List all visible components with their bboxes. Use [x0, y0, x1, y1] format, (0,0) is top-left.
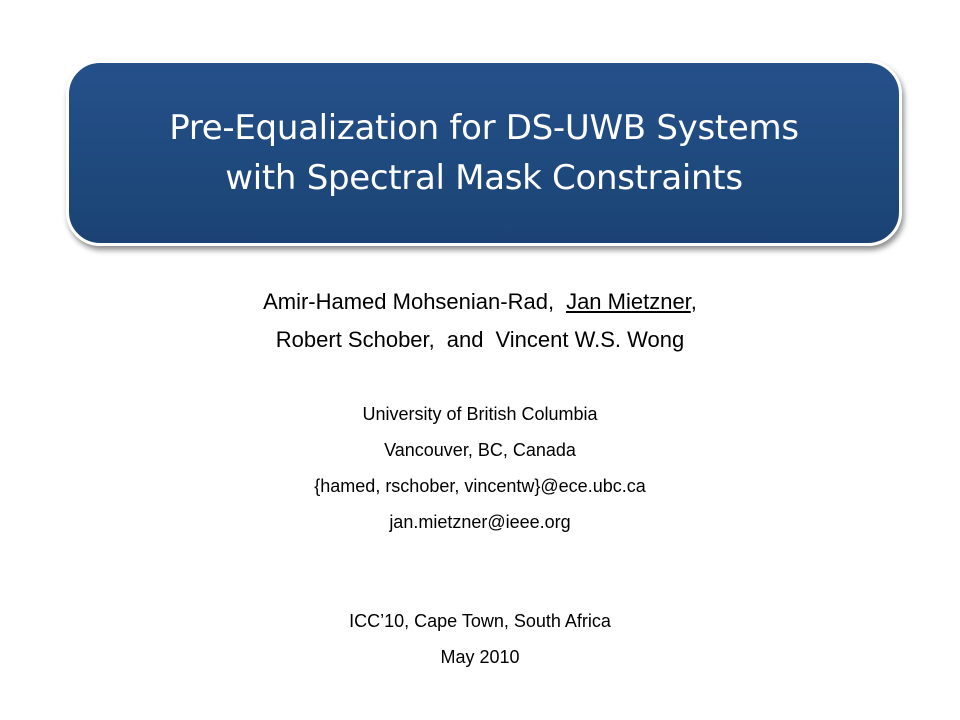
author-line-2 [0, 321, 960, 359]
author-wong: Vincent W.S. Wong [495, 327, 685, 352]
affiliation-block [0, 396, 960, 540]
conference-date: May 2010 [440, 647, 520, 667]
author-conjunction: and [446, 327, 484, 352]
conference-name: ICC’10, Cape Town, South Africa [349, 611, 611, 631]
author-separator: , [690, 289, 697, 314]
affiliation-email-ieee: jan.mietzner@ieee.org [389, 512, 571, 532]
affiliation-university: University of British Columbia [362, 404, 598, 424]
title-line-1: Pre-Equalization for DS-UWB Systems [169, 108, 799, 148]
author-mietzner: Jan Mietzner [566, 289, 691, 314]
author-list [0, 283, 960, 359]
author-mohsenian-rad: Amir-Hamed Mohsenian-Rad, [263, 289, 555, 314]
affiliation-location: Vancouver, BC, Canada [384, 440, 576, 460]
affiliation-emails-ubc: {hamed, rschober, vincentw}@ece.ubc.ca [314, 476, 646, 496]
author-line-1 [0, 283, 960, 321]
author-schober: Robert Schober, [275, 327, 435, 352]
title-line-2: with Spectral Mask Constraints [225, 158, 743, 198]
title-banner [66, 60, 902, 246]
conference-block [0, 603, 960, 675]
